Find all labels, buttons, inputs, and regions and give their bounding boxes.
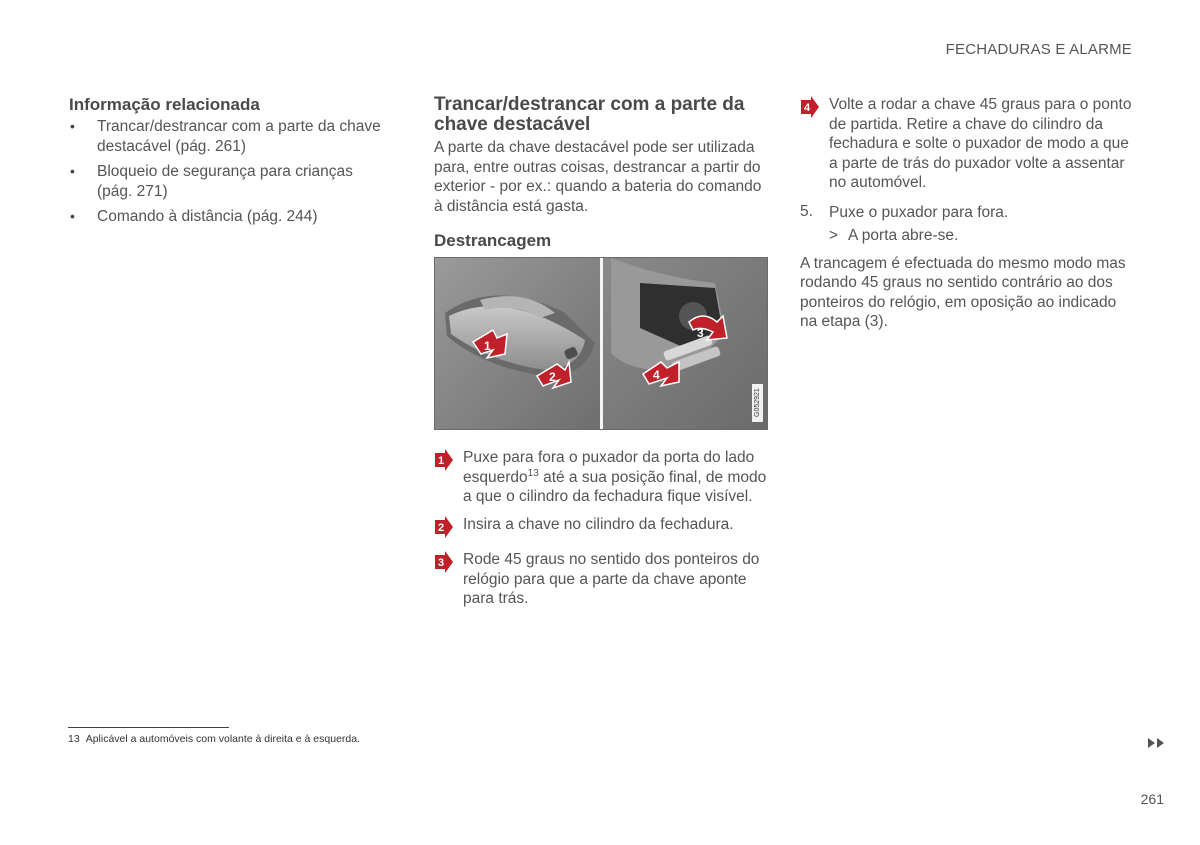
footnote-text: Aplicável a automóveis com volante à direita e à esquerda.: [85, 733, 361, 745]
svg-text:1: 1: [438, 455, 445, 467]
step-2: [434, 515, 768, 535]
intro-paragraph: A parte da chave destacável pode ser utilizada para, entre outras coisas, destrancar a partir do exterior - por ex.: quando a bateria do comando à distância está gasta.: [434, 139, 762, 215]
step-3-arrow-icon: [434, 551, 454, 573]
related-link-item[interactable]: [69, 207, 384, 227]
step-2-arrow-icon: [434, 516, 454, 538]
step-4-arrow-icon: [800, 96, 820, 118]
related-info-title: Informação relacionada: [69, 95, 260, 114]
step-3-text: Rode 45 graus no sentido dos ponteiros do relógio para que a parte da chave aponte para trás.: [463, 551, 760, 607]
step-5-number: 5.: [800, 202, 813, 220]
related-link-text[interactable]: Comando à distância (pág. 244): [97, 208, 318, 225]
step-5-result: [800, 226, 1135, 246]
figure-code: G052921: [752, 384, 763, 422]
svg-text:4: 4: [653, 368, 660, 382]
bullet-icon: •: [70, 118, 75, 134]
svg-text:2: 2: [438, 521, 445, 534]
related-info-list: [69, 117, 384, 227]
bullet-icon: •: [70, 163, 75, 179]
door-handle-illustration: [434, 257, 768, 430]
step-5-text: Puxe o puxador para fora.: [829, 203, 1009, 221]
section-title: Trancar/destrancar com a parte da chave destacável: [434, 94, 745, 135]
related-info-column: [69, 95, 384, 233]
svg-text:1: 1: [484, 339, 491, 353]
section-header: FECHADURAS E ALARME: [945, 41, 1132, 58]
svg-text:3: 3: [697, 326, 704, 340]
footnote-ref: 13: [527, 467, 539, 479]
svg-text:4: 4: [804, 102, 811, 114]
svg-text:2: 2: [549, 370, 556, 384]
main-column: [434, 95, 768, 619]
step-4-text: Volte a rodar a chave 45 graus para o ponto de partida. Retire a chave do cilindro da fechadura e solte o puxador de modo a que a parte de trás do puxador volte a assentar no automóvel.: [829, 96, 1132, 191]
footnote-divider: [68, 727, 229, 728]
step-1-text: Puxe para fora o puxador da porta do lado esquerdo$^{13}$ até a sua posição final, de modo a que o cilindro da fechadura fique visível.: [463, 449, 767, 505]
footnote-number: 13: [68, 733, 80, 745]
result-text: A porta abre-se.: [848, 227, 959, 244]
related-link-item[interactable]: [69, 162, 384, 201]
subsection-title: Destrancagem: [434, 231, 552, 250]
related-link-text[interactable]: Trancar/destrancar com a parte da chave destacável (pág. 261): [97, 118, 381, 155]
page-number: 261: [1140, 791, 1164, 807]
step-4: [800, 95, 1135, 193]
step-5: [800, 203, 1135, 223]
door-handle-drawing: [435, 258, 768, 430]
bullet-icon: •: [70, 208, 75, 224]
related-link-text[interactable]: Bloqueio de segurança para crianças (pág. 271): [97, 163, 353, 200]
closing-paragraph: A trancagem é efectuada do mesmo modo mas rodando 45 graus no sentido contrário ao dos ponteiros do relógio, em oposição ao indicado na etapa (3).: [800, 254, 1126, 330]
continue-arrows-icon[interactable]: [1147, 737, 1167, 749]
step-1-arrow-icon: [434, 449, 454, 471]
related-link-item[interactable]: [69, 117, 384, 156]
footnote: [68, 733, 360, 745]
svg-text:3: 3: [438, 557, 445, 569]
right-column: [800, 95, 1135, 332]
result-marker: >: [829, 227, 839, 244]
step-1: [434, 448, 768, 507]
step-3: [434, 550, 768, 609]
step-list: [434, 448, 768, 609]
step-2-text: Insira a chave no cilindro da fechadura.: [463, 515, 734, 533]
